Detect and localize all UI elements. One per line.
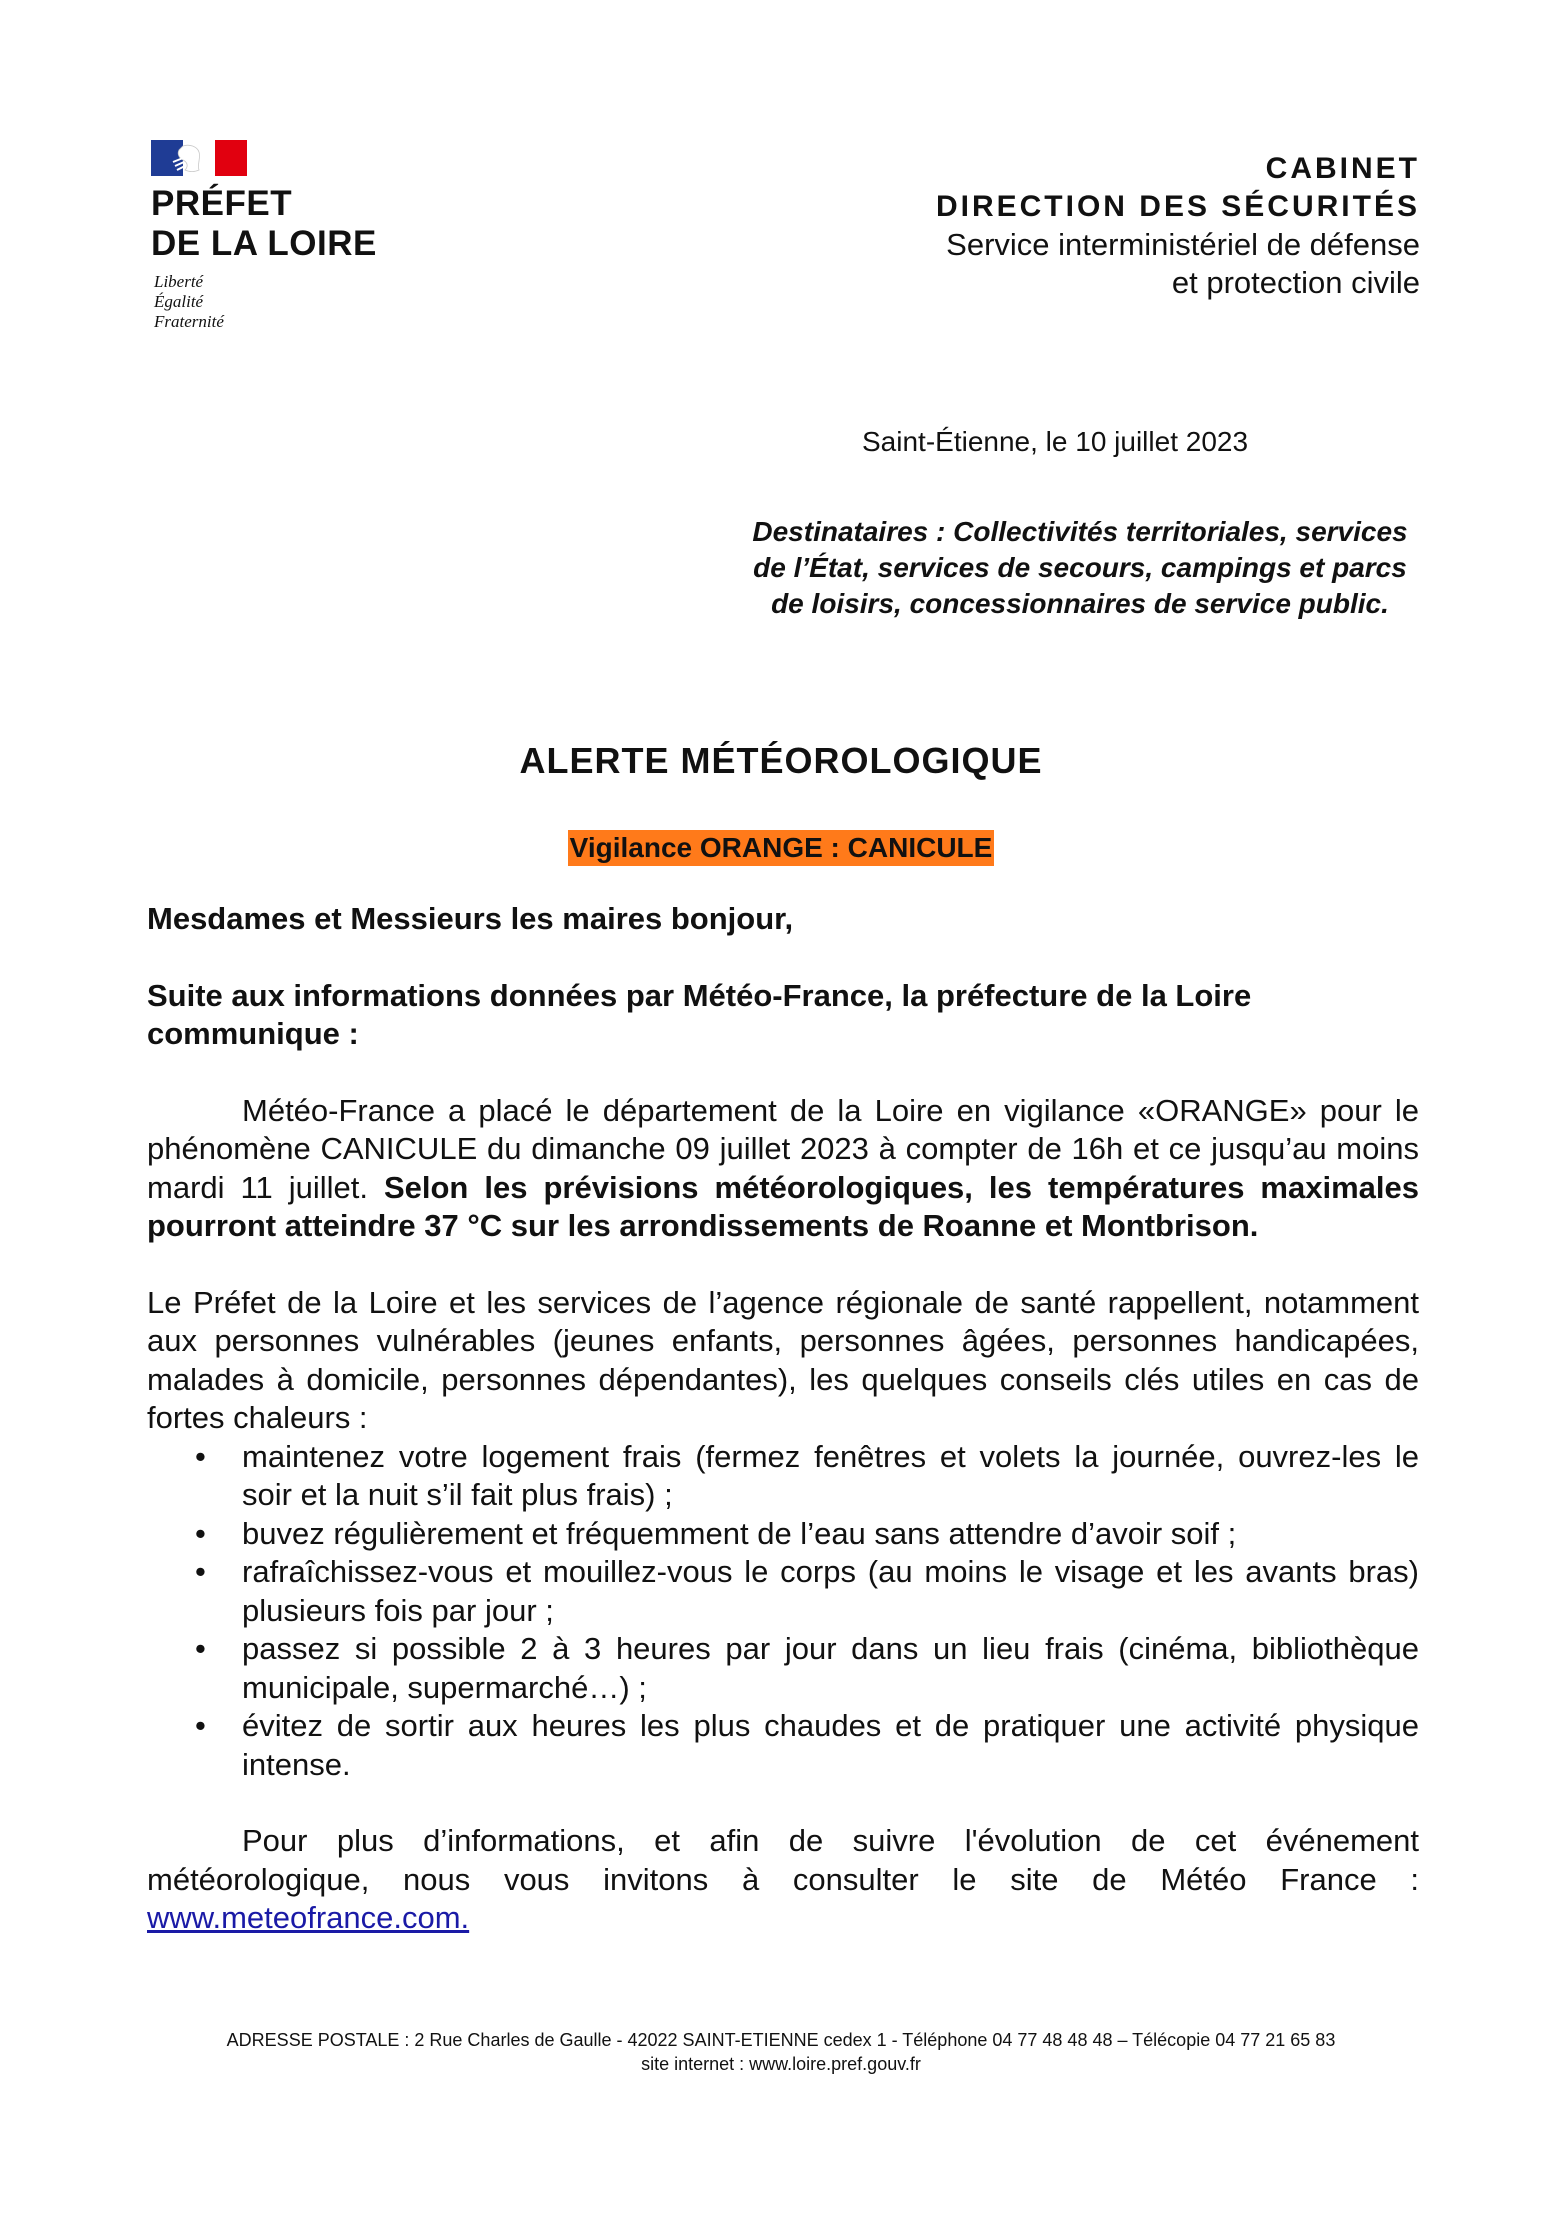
- paragraph-informations-text: Pour plus d’informations, et afin de suivre l'évolution de cet événement météorologique, nous vous invitons à consulter le site de Météo France :: [147, 1823, 1419, 1897]
- header-direction: DIRECTION DES SÉCURITÉS: [935, 190, 1420, 223]
- devise-liberte: Liberté: [154, 272, 204, 291]
- prefecture-logo: [151, 140, 411, 328]
- header-service: [936, 150, 1420, 302]
- paragraph-vigilance-text: Météo-France a placé le département de la Loire en vigilance «ORANGE» pour le phénomène CANICULE du dimanche 09 juillet 2023 à compter de 16h et ce jusqu’au moins mardi 11 juillet.: [147, 1092, 1419, 1205]
- intro: Suite aux informations données par Météo-France, la préfecture de la Loire communique :: [147, 977, 1252, 1051]
- devise-fraternite: Fraternité: [154, 312, 224, 328]
- destinataires: Destinataires : Collectivités territoriales, services de l’État, services de secours, campings et parcs de loisirs, concessionnaires de service public.: [752, 516, 1408, 619]
- vigilance-banner: [0, 830, 1562, 866]
- footer-address: ADRESSE POSTALE : 2 Rue Charles de Gaulle - 42022 SAINT-ETIENNE cedex 1 - Téléphone 04 77 48 48 48 – Télécopie 04 77 21 65 83: [226, 2030, 1336, 2050]
- list-item: • passez si possible 2 à 3 heures par jour dans un lieu frais (cinéma, bibliothèque municipale, supermarché…) ;: [242, 1630, 1419, 1707]
- prefet-name-line2: DE LA LOIRE: [151, 224, 377, 263]
- list-item: • buvez régulièrement et fréquemment de l’eau sans attendre d’avoir soif ;: [242, 1515, 1419, 1554]
- list-item: • maintenez votre logement frais (fermez fenêtres et volets la journée, ouvrez-les le soir et la nuit s’il fait plus frais) ;: [242, 1438, 1419, 1515]
- footer-website: site internet : www.loire.pref.gouv.fr: [641, 2054, 921, 2074]
- paragraph-informations: [147, 1822, 1419, 1938]
- prefet-name-line1: PRÉFET: [151, 184, 293, 223]
- conseils-list: [147, 1438, 1419, 1785]
- header-service-line1: Service interministériel de défense: [946, 227, 1420, 262]
- header-service-line2: et protection civile: [1171, 265, 1420, 300]
- document-date: Saint-Étienne, le 10 juillet 2023: [862, 426, 1249, 457]
- devise: [151, 272, 411, 328]
- list-item: • évitez de sortir aux heures les plus chaudes et de pratiquer une activité physique intense.: [242, 1707, 1419, 1784]
- footer: [0, 2028, 1562, 2076]
- paragraph-conseils-intro: Le Préfet de la Loire et les services de l’agence régionale de santé rappellent, notamment aux personnes vulnérables (jeunes enfants, personnes âgées, personnes handicapées, malades à domicile, personnes dépendantes), les quelques conseils clés utiles en cas de fortes chaleurs :: [147, 1284, 1419, 1435]
- list-item: • rafraîchissez-vous et mouillez-vous le corps (au moins le visage et les avants bras) plusieurs fois par jour ;: [242, 1553, 1419, 1630]
- letter-body: [147, 900, 1419, 1938]
- meteofrance-link[interactable]: www.meteofrance.com.: [147, 1900, 470, 1935]
- header-cabinet: CABINET: [1265, 152, 1420, 185]
- vigilance-label: Vigilance ORANGE : CANICULE: [568, 830, 995, 866]
- document-title: ALERTE MÉTÉOROLOGIQUE: [519, 740, 1043, 781]
- paragraph-vigilance-forecast: Selon les prévisions météorologiques, les températures maximales pourront atteindre 37 °C sur les arrondissements de Roanne et Montbrison.: [147, 1169, 1419, 1243]
- paragraph-vigilance: [147, 1092, 1419, 1246]
- marianne-flag-icon: [151, 140, 247, 176]
- devise-egalite: Égalité: [154, 292, 204, 311]
- greeting: Mesdames et Messieurs les maires bonjour,: [147, 901, 794, 936]
